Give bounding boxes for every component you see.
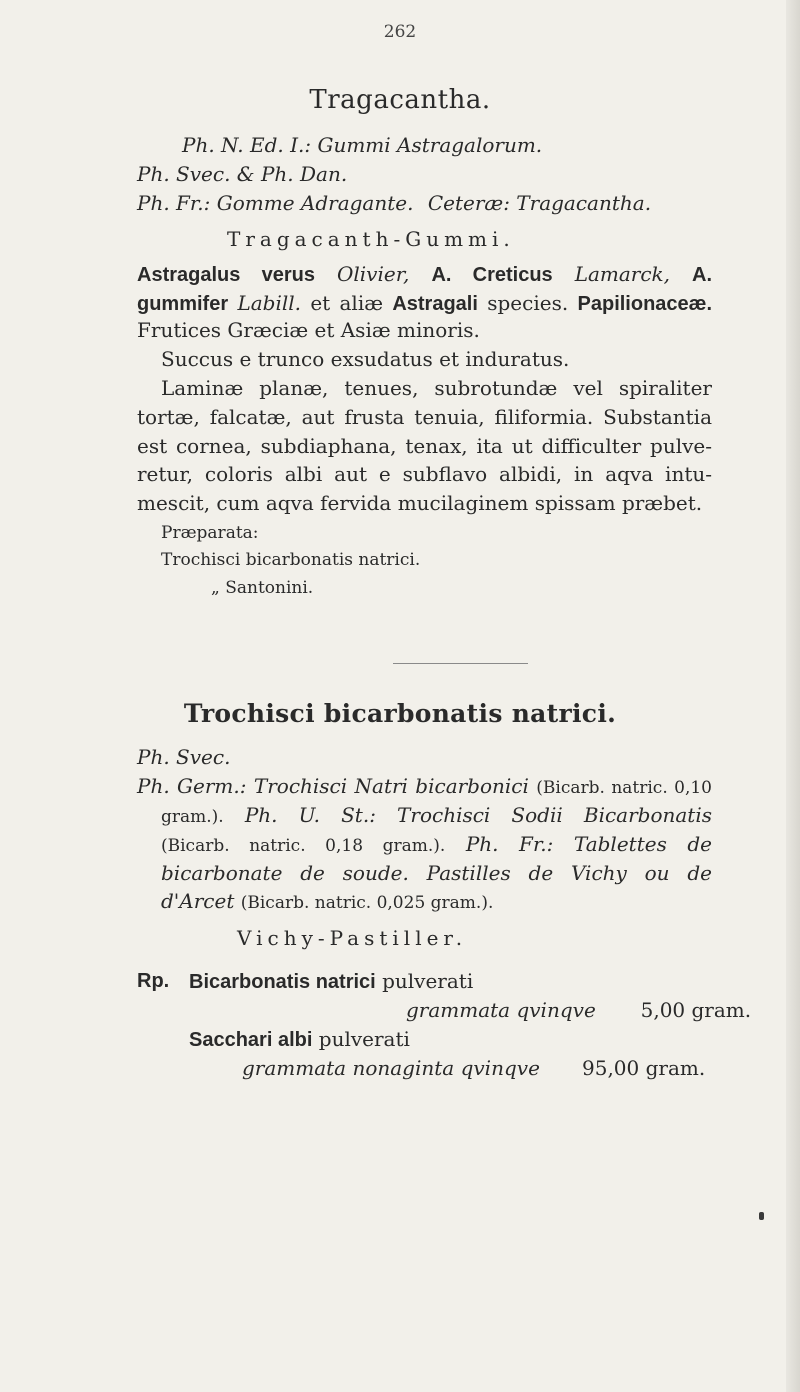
pharmacopoeia-ref-svec: Ph. Svec. [137, 745, 231, 769]
praeparata-label: Præparata: [161, 523, 259, 543]
pharmacopoeia-ref-french: Ph. Fr.: Gomme Adragante. Ceteræ: Tragacantha. [137, 191, 652, 215]
pharmacopoeia-refs-line-5: d'Arcet (Bicarb. natric. 0,025 gram.). [161, 889, 494, 913]
ingredient-1-name: Bicarbonatis natrici pulverati [189, 969, 474, 993]
botanical-source-line-1: Astragalus verus Olivier, A. Creticus Lamarck, A. [137, 262, 713, 286]
section-title-trochisci: Trochisci bicarbonatis natrici. [183, 699, 617, 728]
ingredient-2-dose: grammata nonaginta qvinqve 95,00 gram. [242, 1056, 706, 1080]
ink-speck [759, 1212, 764, 1220]
vernacular-name: Vichy-Pastiller. [237, 926, 468, 950]
pharmacopoeia-refs-line-1: Ph. Germ.: Trochisci Natri bicarbonici (Bicarb. natric. 0,10 [137, 774, 712, 798]
pharmacopoeia-ref-svec-dan: Ph. Svec. & Ph. Dan. [137, 162, 348, 186]
praeparata-item: Trochisci bicarbonatis natrici. [161, 550, 421, 570]
description-line-5: mescit, cum aqva fervida mucilaginem spissam præbet. [137, 491, 703, 515]
botanical-source-line-2: gummifer Labill. et aliæ Astragali species. Papilionaceæ. [137, 291, 713, 315]
pharmacopoeia-refs-line-3: (Bicarb. natric. 0,18 gram.). Ph. Fr.: Tablettes de [161, 832, 713, 856]
section-divider [393, 663, 528, 664]
recipe-rp-label: Rp. [137, 970, 170, 992]
section-title-tragacantha: Tragacantha. [309, 85, 491, 115]
description-line-3: est cornea, subdiaphana, tenax, ita ut difficulter pulve- [137, 434, 712, 458]
ingredient-1-dose: grammata qvinqve 5,00 gram. [406, 998, 752, 1022]
vernacular-name: Tragacanth-Gummi. [227, 227, 515, 251]
pharmacopoeia-refs-line-2: gram.). Ph. U. St.: Trochisci Sodii Bicarbonatis [161, 803, 713, 827]
botanical-source-line-3: Frutices Græciæ et Asiæ minoris. [137, 318, 480, 342]
origin-paragraph: Succus e trunco exsudatus et induratus. [161, 347, 570, 371]
pharmacopoeia-ref-nordic: Ph. N. Ed. I.: Gummi Astragalorum. [182, 133, 543, 157]
praeparata-item: „ Santonini. [211, 578, 314, 598]
pharmacopoeia-refs-line-4: bicarbonate de soude. Pastilles de Vichy ou de [161, 861, 713, 885]
description-line-4: retur, coloris albi aut e subflavo albidi, in aqva intu- [137, 462, 712, 486]
description-line-1: Laminæ planæ, tenues, subrotundæ vel spiraliter [161, 376, 712, 400]
page-number: 262 [383, 22, 417, 42]
ingredient-2-name: Sacchari albi pulverati [189, 1027, 410, 1051]
description-line-2: tortæ, falcatæ, aut frusta tenuia, filiformia. Substantia [137, 405, 712, 429]
